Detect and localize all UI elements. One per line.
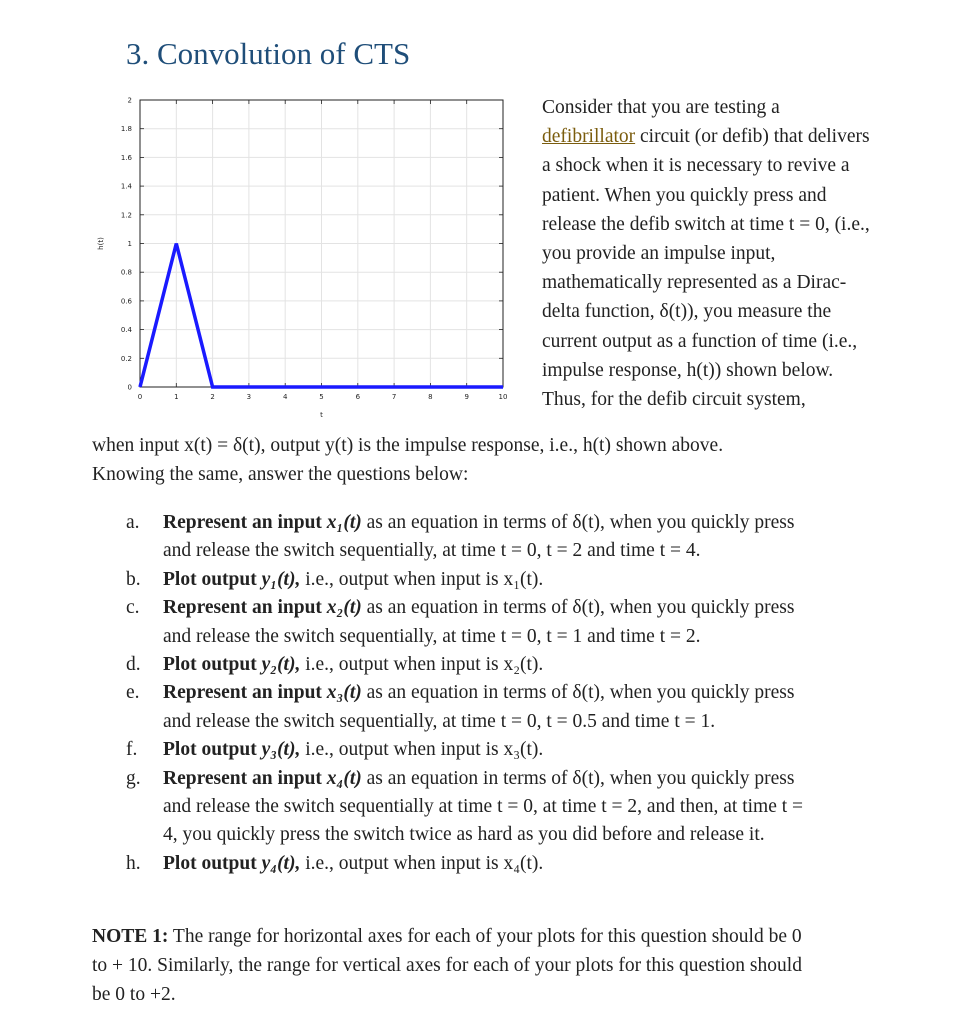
y-tick-label: 1.4 (120, 182, 132, 191)
y-axis-label: h(t) (97, 237, 105, 250)
y-tick-label: 0 (127, 383, 132, 392)
question-g (126, 765, 941, 850)
question-d (126, 651, 941, 679)
defibrillator-link[interactable]: defibrillator (542, 126, 636, 148)
question-label: g. (126, 767, 141, 789)
question-label: d. (126, 654, 141, 676)
question-line (163, 736, 941, 764)
question-line: and release the switch sequentially, at time t = 0, t = 2 and time t = 4. (163, 540, 701, 562)
question-text: as an equation in terms of δ(t), when you quickly press (361, 767, 795, 789)
question-var: x₄(t) (326, 767, 362, 789)
note-label: NOTE 1: (92, 926, 169, 947)
x-tick-label: 10 (498, 393, 508, 401)
question-bold: Represent an input (163, 512, 327, 533)
question-line: 4, you quickly press the switch twice as hard as you did before and release it. (163, 824, 765, 846)
question-line: and release the switch sequentially at time t = 0, at time t = 2, and then, at time t = (163, 796, 804, 818)
question-bold: Represent an input (163, 597, 327, 619)
note-text: The range for horizontal axes for each of your plots for this question should be 0 (168, 926, 802, 947)
question-bold: Plot output (163, 852, 262, 874)
y-tick-label: 0.4 (120, 326, 132, 335)
question-var: x₂(t) (326, 597, 362, 619)
question-line (163, 566, 941, 594)
question-label: e. (126, 682, 140, 704)
question-line (163, 651, 941, 679)
y-tick-label: 0.2 (120, 354, 132, 363)
note-paragraph (92, 922, 942, 1010)
y-tick-label: 0.8 (120, 268, 132, 277)
intro-line: current output as a function of time (i.e., (542, 330, 858, 352)
x-tick-label: 2 (210, 393, 215, 401)
x-tick-label: 0 (137, 393, 143, 401)
question-label: a. (126, 512, 140, 533)
x-axis-label: t (320, 411, 323, 419)
section-heading: 3. Convolution of CTS (126, 36, 411, 71)
question-text: as an equation in terms of δ(t), when you quickly press (361, 682, 795, 704)
question-bold: Plot output (163, 739, 262, 761)
x-tick-label: 5 (319, 393, 324, 401)
question-line (163, 850, 941, 878)
question-var: y₁(t), (261, 568, 301, 590)
y-tick-label: 2 (127, 96, 132, 105)
question-h (126, 850, 941, 878)
intro-line: impulse response, h(t)) shown below. (542, 359, 834, 381)
intro-line-text: circuit (or defib) that delivers (635, 126, 870, 148)
question-var: y₄(t), (261, 852, 301, 874)
question-line (163, 679, 941, 707)
intro-line: you provide an impulse input, (542, 243, 776, 265)
y-tick-label: 1.6 (120, 153, 132, 162)
question-line: and release the switch sequentially, at time t = 0, t = 1 and time t = 2. (163, 625, 701, 647)
y-tick-label: 1 (127, 240, 132, 248)
intro-continuation (92, 431, 942, 489)
question-text: i.e., output when input is x₁(t). (300, 568, 544, 590)
x-tick-label: 6 (355, 393, 361, 401)
note-line (92, 922, 942, 951)
question-text: i.e., output when input is x₂(t). (300, 654, 544, 676)
x-tick-label: 3 (246, 393, 252, 401)
question-label: f. (126, 739, 138, 761)
intro-line (542, 122, 946, 151)
intro-line: a shock when it is necessary to revive a (542, 155, 850, 177)
x-tick-label: 4 (282, 393, 288, 401)
question-line: and release the switch sequentially, at time t = 0, t = 0.5 and time t = 1. (163, 710, 716, 732)
continuation-line: Knowing the same, answer the questions below: (92, 464, 469, 485)
intro-paragraph (542, 93, 946, 414)
intro-line: Consider that you are testing a (542, 97, 780, 118)
intro-line: delta function, δ(t)), you measure the (542, 301, 832, 323)
x-tick-label: 7 (391, 393, 397, 401)
note-line: be 0 to +2. (92, 984, 176, 1006)
question-var: y₂(t), (261, 654, 301, 676)
chart-grid (140, 100, 503, 387)
question-bold: Represent an input (163, 682, 327, 704)
question-var: y₃(t), (261, 739, 301, 761)
question-f (126, 736, 941, 764)
question-text: as an equation in terms of δ(t), when you quickly press (361, 597, 795, 619)
question-c (126, 594, 941, 651)
question-line (163, 765, 941, 793)
question-a (126, 509, 941, 566)
question-list (126, 509, 941, 878)
question-bold: Represent an input (163, 767, 327, 789)
y-tick-label: 1.8 (120, 125, 132, 134)
question-line (163, 509, 941, 537)
question-e (126, 679, 941, 736)
question-label: b. (126, 568, 141, 590)
question-var: x₁(t) (326, 512, 362, 533)
question-bold: Plot output (163, 568, 262, 590)
impulse-response-chart (90, 90, 520, 420)
x-tick-label: 9 (464, 393, 469, 401)
question-label: c. (126, 597, 140, 619)
question-text: i.e., output when input is x₃(t). (300, 739, 544, 761)
note-line: to + 10. Similarly, the range for vertical axes for each of your plots for this question should (92, 955, 802, 977)
y-tick-label: 0.6 (120, 297, 132, 306)
question-text: i.e., output when input is x₄(t). (300, 852, 544, 874)
x-tick-label: 8 (428, 393, 433, 401)
y-tick-label: 1.2 (120, 211, 132, 220)
intro-line: patient. When you quickly press and (542, 184, 827, 206)
question-label: h. (126, 852, 141, 874)
question-b (126, 566, 941, 594)
question-line (163, 594, 941, 622)
question-var: x₃(t) (326, 682, 362, 704)
continuation-line: when input x(t) = δ(t), output y(t) is the impulse response, i.e., h(t) shown above. (92, 435, 724, 456)
question-bold: Plot output (163, 654, 262, 676)
intro-line: Thus, for the defib circuit system, (542, 389, 806, 411)
intro-line: release the defib switch at time t = 0, (i.e., (542, 213, 870, 235)
x-tick-label: 1 (174, 393, 179, 401)
question-text: as an equation in terms of δ(t), when you quickly press (361, 512, 795, 533)
intro-line: mathematically represented as a Dirac- (542, 272, 847, 294)
